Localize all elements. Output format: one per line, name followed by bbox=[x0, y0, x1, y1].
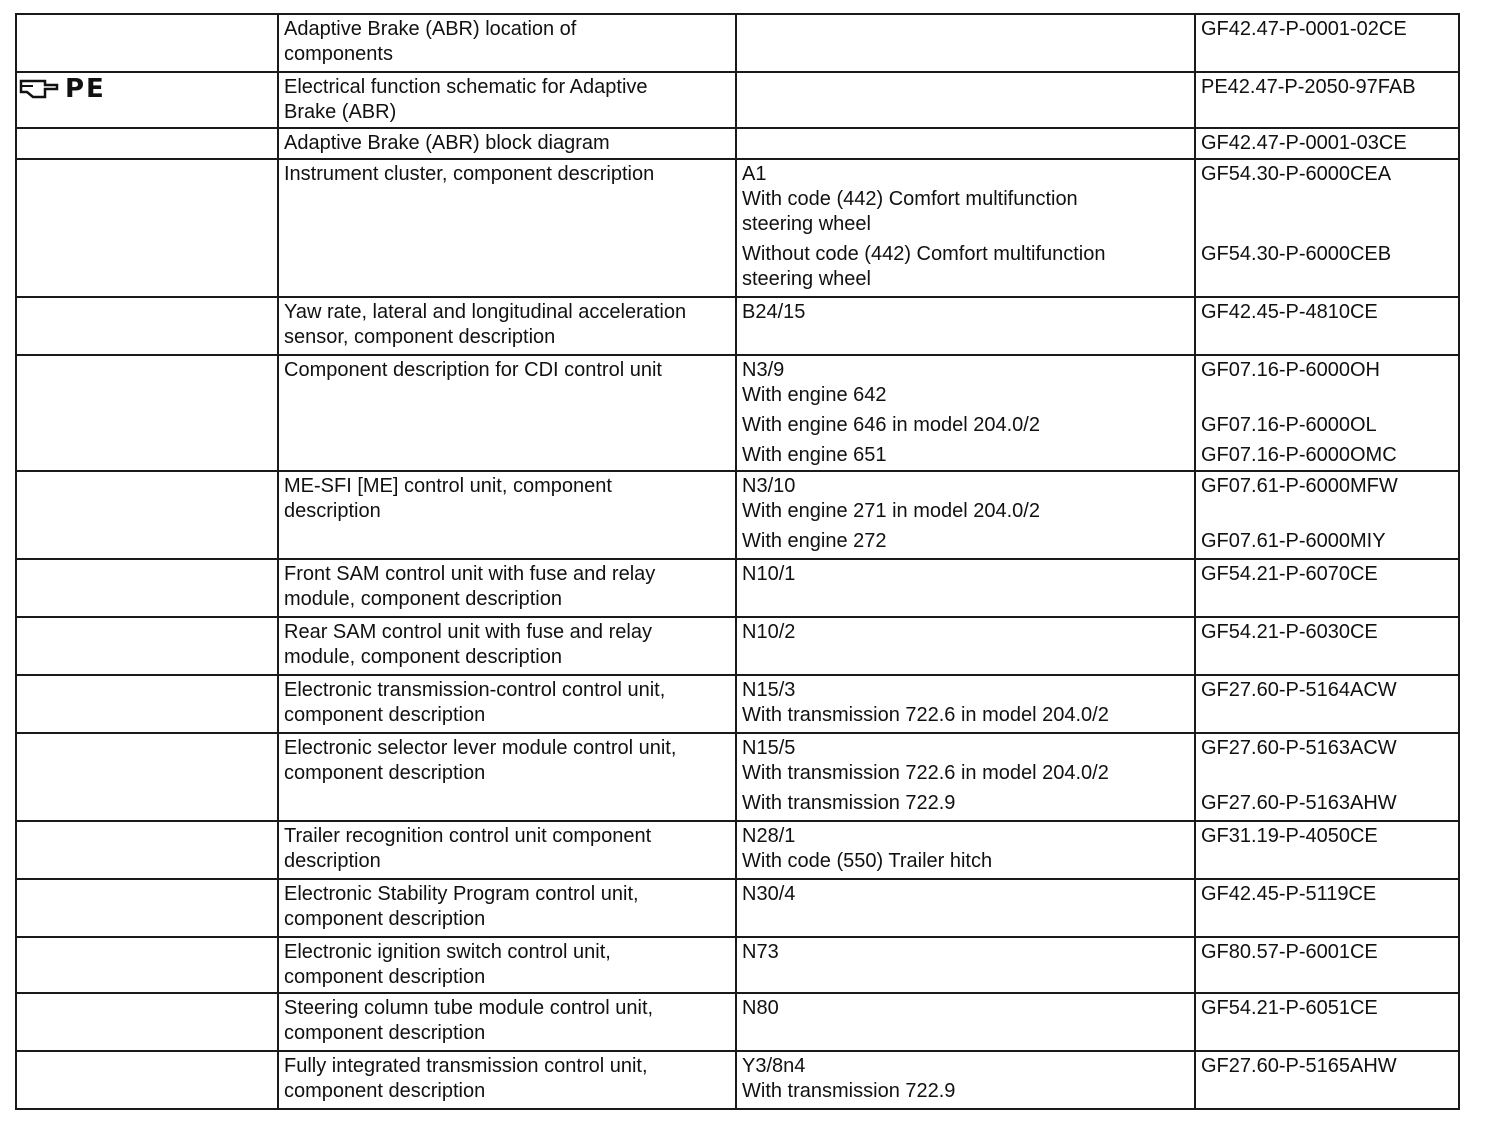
marker-cell bbox=[16, 1051, 278, 1109]
title-line: Adaptive Brake (ABR) block diagram bbox=[284, 132, 610, 154]
ref-cell bbox=[1195, 1051, 1459, 1109]
title-cell bbox=[278, 128, 736, 159]
ref-cell bbox=[1195, 821, 1459, 879]
title-line: component description bbox=[284, 908, 486, 930]
code-cell bbox=[736, 159, 1195, 297]
code-line: B24/15 bbox=[742, 301, 806, 323]
code-cell bbox=[736, 128, 1195, 159]
code-line: A1 bbox=[742, 163, 767, 185]
ref-line[interactable]: GF27.60-P-5163ACW bbox=[1201, 737, 1397, 759]
code-cell bbox=[736, 617, 1195, 675]
table-row bbox=[16, 72, 1459, 128]
title-line: Rear SAM control unit with fuse and relay bbox=[284, 621, 652, 643]
title-cell bbox=[278, 617, 736, 675]
table-row bbox=[16, 297, 1459, 355]
code-cell bbox=[736, 821, 1195, 879]
ref-line[interactable] bbox=[1201, 212, 1453, 237]
code-line bbox=[742, 17, 1189, 42]
code-line: N3/9 bbox=[742, 359, 785, 381]
ref-line[interactable]: GF42.45-P-5119CE bbox=[1201, 883, 1377, 905]
table-row bbox=[16, 559, 1459, 617]
table-row bbox=[16, 159, 1459, 297]
ref-line[interactable] bbox=[1201, 499, 1453, 524]
code-cell bbox=[736, 14, 1195, 72]
marker-cell bbox=[16, 72, 278, 128]
marker-cell bbox=[16, 559, 278, 617]
ref-line[interactable]: GF54.21-P-6051CE bbox=[1201, 997, 1378, 1019]
code-line: With transmission 722.6 in model 204.0/2 bbox=[742, 762, 1109, 784]
code-line: With engine 272 bbox=[742, 530, 887, 552]
code-line: With code (442) Comfort multifunction bbox=[742, 188, 1078, 210]
title-line: Trailer recognition control unit component bbox=[284, 825, 652, 847]
title-cell bbox=[278, 159, 736, 297]
marker-cell bbox=[16, 879, 278, 937]
code-line bbox=[742, 75, 1189, 100]
title-line: Instrument cluster, component description bbox=[284, 163, 655, 185]
title-line: Electronic Stability Program control unit, bbox=[284, 883, 639, 905]
title-line: Electronic selector lever module control unit, bbox=[284, 737, 677, 759]
ref-cell bbox=[1195, 355, 1459, 471]
code-cell bbox=[736, 297, 1195, 355]
reference-table bbox=[15, 13, 1460, 1110]
marker-label: PE bbox=[65, 73, 106, 104]
code-line: N28/1 bbox=[742, 825, 796, 847]
code-line: N3/10 bbox=[742, 475, 796, 497]
title-line: module, component description bbox=[284, 588, 562, 610]
marker-cell bbox=[16, 355, 278, 471]
code-line: Y3/8n4 bbox=[742, 1055, 806, 1077]
code-line: N15/3 bbox=[742, 679, 796, 701]
title-line: Electrical function schematic for Adaptive bbox=[284, 76, 648, 98]
table-row bbox=[16, 993, 1459, 1051]
ref-line[interactable]: GF07.16-P-6000OL bbox=[1201, 414, 1377, 436]
title-line: Fully integrated transmission control unit, bbox=[284, 1055, 648, 1077]
ref-line[interactable]: GF54.30-P-6000CEB bbox=[1201, 243, 1392, 265]
title-cell bbox=[278, 879, 736, 937]
code-line: N15/5 bbox=[742, 737, 796, 759]
title-cell bbox=[278, 72, 736, 128]
ref-cell bbox=[1195, 937, 1459, 993]
code-line: N30/4 bbox=[742, 883, 796, 905]
marker-cell bbox=[16, 821, 278, 879]
marker-cell bbox=[16, 733, 278, 821]
ref-cell bbox=[1195, 617, 1459, 675]
code-line: With engine 271 in model 204.0/2 bbox=[742, 500, 1040, 522]
ref-line[interactable]: GF42.45-P-4810CE bbox=[1201, 301, 1378, 323]
code-cell bbox=[736, 72, 1195, 128]
code-line: With code (550) Trailer hitch bbox=[742, 850, 993, 872]
marker-cell bbox=[16, 14, 278, 72]
marker-cell bbox=[16, 128, 278, 159]
title-line: components bbox=[284, 43, 393, 65]
ref-line[interactable]: GF54.30-P-6000CEA bbox=[1201, 163, 1392, 185]
code-line: With engine 651 bbox=[742, 444, 887, 466]
ref-line[interactable]: GF80.57-P-6001CE bbox=[1201, 941, 1378, 963]
ref-line[interactable]: GF27.60-P-5164ACW bbox=[1201, 679, 1397, 701]
title-line: Electronic ignition switch control unit, bbox=[284, 941, 611, 963]
table-row bbox=[16, 14, 1459, 72]
title-line: Adaptive Brake (ABR) location of bbox=[284, 18, 577, 40]
code-line: N10/2 bbox=[742, 621, 796, 643]
code-cell bbox=[736, 675, 1195, 733]
title-cell bbox=[278, 355, 736, 471]
table-row bbox=[16, 879, 1459, 937]
ref-line[interactable] bbox=[1201, 383, 1453, 408]
code-line: With engine 642 bbox=[742, 384, 887, 406]
marker-cell bbox=[16, 159, 278, 297]
ref-line[interactable]: GF07.61-P-6000MIY bbox=[1201, 530, 1386, 552]
title-line: Electronic transmission-control control unit, bbox=[284, 679, 666, 701]
code-line: Without code (442) Comfort multifunction bbox=[742, 243, 1106, 265]
title-line: component description bbox=[284, 762, 486, 784]
ref-line[interactable]: GF27.60-P-5163AHW bbox=[1201, 792, 1397, 814]
code-cell bbox=[736, 355, 1195, 471]
ref-line[interactable]: GF42.47-P-0001-02CE bbox=[1201, 18, 1407, 40]
title-line: module, component description bbox=[284, 646, 562, 668]
table-row bbox=[16, 1051, 1459, 1109]
title-line: Front SAM control unit with fuse and relay bbox=[284, 563, 656, 585]
code-line: With engine 646 in model 204.0/2 bbox=[742, 414, 1040, 436]
table-row bbox=[16, 355, 1459, 471]
marker-cell bbox=[16, 617, 278, 675]
code-line: steering wheel bbox=[742, 213, 871, 235]
ref-line[interactable]: GF07.16-P-6000OH bbox=[1201, 359, 1380, 381]
ref-cell bbox=[1195, 297, 1459, 355]
ref-line[interactable] bbox=[1201, 761, 1453, 786]
ref-cell bbox=[1195, 559, 1459, 617]
ref-line[interactable]: PE42.47-P-2050-97FAB bbox=[1201, 76, 1416, 98]
ref-line[interactable]: GF31.19-P-4050CE bbox=[1201, 825, 1378, 847]
title-cell bbox=[278, 14, 736, 72]
table-row bbox=[16, 733, 1459, 821]
table-row bbox=[16, 128, 1459, 159]
ref-line[interactable]: GF07.16-P-6000OMC bbox=[1201, 444, 1397, 466]
code-line: With transmission 722.9 bbox=[742, 792, 956, 814]
title-line: Brake (ABR) bbox=[284, 101, 397, 123]
title-cell bbox=[278, 1051, 736, 1109]
ref-cell bbox=[1195, 733, 1459, 821]
code-cell bbox=[736, 937, 1195, 993]
code-line: With transmission 722.6 in model 204.0/2 bbox=[742, 704, 1109, 726]
code-line: N80 bbox=[742, 997, 779, 1019]
marker-cell bbox=[16, 471, 278, 559]
code-cell bbox=[736, 559, 1195, 617]
marker-cell bbox=[16, 297, 278, 355]
title-line: Yaw rate, lateral and longitudinal acceleration bbox=[284, 301, 687, 323]
title-cell bbox=[278, 297, 736, 355]
title-line: ME-SFI [ME] control unit, component bbox=[284, 475, 612, 497]
code-cell bbox=[736, 471, 1195, 559]
ref-cell bbox=[1195, 675, 1459, 733]
title-line: component description bbox=[284, 704, 486, 726]
title-cell bbox=[278, 559, 736, 617]
code-cell bbox=[736, 1051, 1195, 1109]
title-line: component description bbox=[284, 966, 486, 988]
title-line: component description bbox=[284, 1080, 486, 1102]
code-line: steering wheel bbox=[742, 268, 871, 290]
title-line: sensor, component description bbox=[284, 326, 556, 348]
title-line: component description bbox=[284, 1022, 486, 1044]
pe-marker bbox=[19, 73, 106, 104]
table-row bbox=[16, 937, 1459, 993]
title-cell bbox=[278, 471, 736, 559]
ref-cell bbox=[1195, 159, 1459, 297]
title-line: Component description for CDI control unit bbox=[284, 359, 662, 381]
ref-cell bbox=[1195, 14, 1459, 72]
ref-cell bbox=[1195, 471, 1459, 559]
title-line: description bbox=[284, 850, 381, 872]
table-row bbox=[16, 821, 1459, 879]
marker-cell bbox=[16, 675, 278, 733]
code-cell bbox=[736, 879, 1195, 937]
ref-cell bbox=[1195, 128, 1459, 159]
title-cell bbox=[278, 821, 736, 879]
marker-cell bbox=[16, 993, 278, 1051]
code-cell bbox=[736, 733, 1195, 821]
table-row bbox=[16, 471, 1459, 559]
ref-line[interactable]: GF42.47-P-0001-03CE bbox=[1201, 132, 1407, 154]
ref-cell bbox=[1195, 879, 1459, 937]
table-row bbox=[16, 617, 1459, 675]
title-cell bbox=[278, 993, 736, 1051]
code-line: N73 bbox=[742, 941, 779, 963]
table-row bbox=[16, 675, 1459, 733]
ref-line[interactable]: GF27.60-P-5165AHW bbox=[1201, 1055, 1397, 1077]
ref-cell bbox=[1195, 993, 1459, 1051]
ref-line[interactable]: GF54.21-P-6070CE bbox=[1201, 563, 1378, 585]
ref-cell bbox=[1195, 72, 1459, 128]
ref-line[interactable]: GF07.61-P-6000MFW bbox=[1201, 475, 1398, 497]
code-line bbox=[742, 131, 1189, 156]
marker-cell bbox=[16, 937, 278, 993]
title-line: Steering column tube module control unit, bbox=[284, 997, 654, 1019]
ref-line[interactable] bbox=[1201, 187, 1453, 212]
title-line: description bbox=[284, 500, 381, 522]
title-cell bbox=[278, 675, 736, 733]
code-cell bbox=[736, 993, 1195, 1051]
code-line: With transmission 722.9 bbox=[742, 1080, 956, 1102]
ref-line[interactable]: GF54.21-P-6030CE bbox=[1201, 621, 1378, 643]
title-cell bbox=[278, 937, 736, 993]
title-cell bbox=[278, 733, 736, 821]
code-line: N10/1 bbox=[742, 563, 796, 585]
pointing-hand-icon bbox=[19, 76, 61, 102]
